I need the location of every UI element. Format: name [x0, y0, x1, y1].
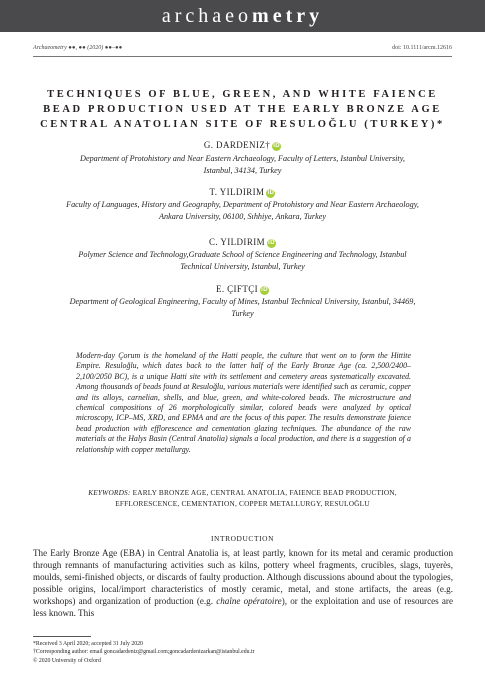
title-line: CENTRAL ANATOLIAN SITE OF RESULOĞLU (TURKEY)* — [40, 119, 445, 130]
title-line: BEAD PRODUCTION USED AT THE EARLY BRONZE AGE — [43, 104, 442, 115]
footnotes — [33, 640, 453, 665]
orcid-icon[interactable]: iD — [261, 287, 268, 293]
banner-text-bold: metry — [252, 5, 324, 27]
header-rule — [33, 56, 452, 57]
author-name: E. ÇIFTÇI iD — [215, 284, 268, 294]
footnote-corresponding[interactable]: †Corresponding author: email goncadardeniz@gmail.com;goncadardenizarkan@istanbul.edu.tr — [33, 649, 255, 656]
keywords: KEYWORDS: EARLY BRONZE AGE, CENTRAL ANATOLIA, FAIENCE BEAD PRODUCTION, EFFLORESCENCE, CEMENTATION, COPPER METALLURGY, RESULOĞLU — [88, 488, 397, 508]
introduction-paragraph: The Early Bronze Age (EBA) in Central Anatolia is, at least partly, known for its metal and ceramic production through remnants of manufacturing activities such as kilns, pottery wheel fragments, crucibles, slags, tuyerès, moulds, semi-finished objects, or discards of faulty production. Although discussions abound about the typologies, possible origins, local/import characteristics of mostly ceramic, metal, and stone artifacts, the areas (e.g. workshops) and organization of production (e.g. chaîne opératoire), or the exploitation and use of resources are less known. This — [33, 548, 453, 618]
orcid-icon[interactable]: iD — [267, 190, 275, 196]
footnote-received: *Received 3 April 2020; accepted 31 July 2020 — [33, 641, 143, 647]
keywords-label: KEYWORDS: — [88, 488, 131, 497]
author-name: G. DARDENIZ† iD — [203, 140, 281, 150]
abstract: Modern-day Çorum is the homeland of the Hatti people, the culture that went on to form the Hittite Empire. Resuloğlu, which dates back to the latter half of the Early Bronze Age (ca. 2,500/2400–2,100/2050 BC), is a unique Hatti site with its settlement and cemetery areas systematically excavated. Among thousands of beads found at Resuloğlu, various materials were identified such as ceramic, copper and its alloys, carnelian, shells, and blue, green, and white-colored beads. The microstructure and chemical compositions of 26 morphologically similar, colored beads were analyzed by optical microscopy, ICP–MS, XRD, and EPMA and are the focus of this paper. The results demonstrate faience bead production with efflorescence and cementation glazing techniques. The abundance of the raw materials at the Halys Basin (Central Anatolia) signals a local production, and there is a suggestion of a relationship with copper metallurgy. — [76, 351, 411, 454]
author-affiliation: Faculty of Languages, History and Geography, Department of Protohistory and Near Eastern Archaeology, Ankara University, 06100, Sıhhiye, Ankara, Turkey — [66, 200, 419, 221]
footnote-rule — [33, 636, 91, 637]
orcid-icon[interactable]: iD — [273, 143, 281, 149]
journal-banner — [0, 0, 485, 32]
running-head-doi[interactable]: doi: 10.1111/arcm.12616 — [392, 45, 452, 51]
author-affiliation: Polymer Science and Technology,Graduate School of Science Engineering and Technology, Istanbul Technical University, Istanbul, Turkey — [78, 250, 407, 271]
running-head-journal: Archaeometry ●●, ●● (2020) ●●–●● — [33, 45, 123, 51]
title-line: TECHNIQUES OF BLUE, GREEN, AND WHITE FAIENCE — [47, 89, 438, 100]
footnote-copyright: © 2020 University of Oxford — [33, 657, 101, 664]
orcid-icon[interactable]: iD — [268, 240, 275, 246]
running-head — [33, 45, 452, 55]
author-name: T. YILDIRIM iD — [209, 187, 275, 197]
section-heading-introduction: INTRODUCTION — [210, 534, 275, 543]
paper-title — [40, 87, 445, 132]
author-affiliation: Department of Geological Engineering, Faculty of Mines, Istanbul Technical University, Istanbul, 34469, Turkey — [69, 297, 416, 318]
author-name: C. YILDIRIM iD — [208, 237, 275, 247]
banner-text-light: archaeo — [161, 5, 253, 27]
author-affiliation: Department of Protohistory and Near Eastern Archaeology, Faculty of Letters, Istanbul University, Istanbul, 34134, Turkey — [80, 154, 405, 175]
